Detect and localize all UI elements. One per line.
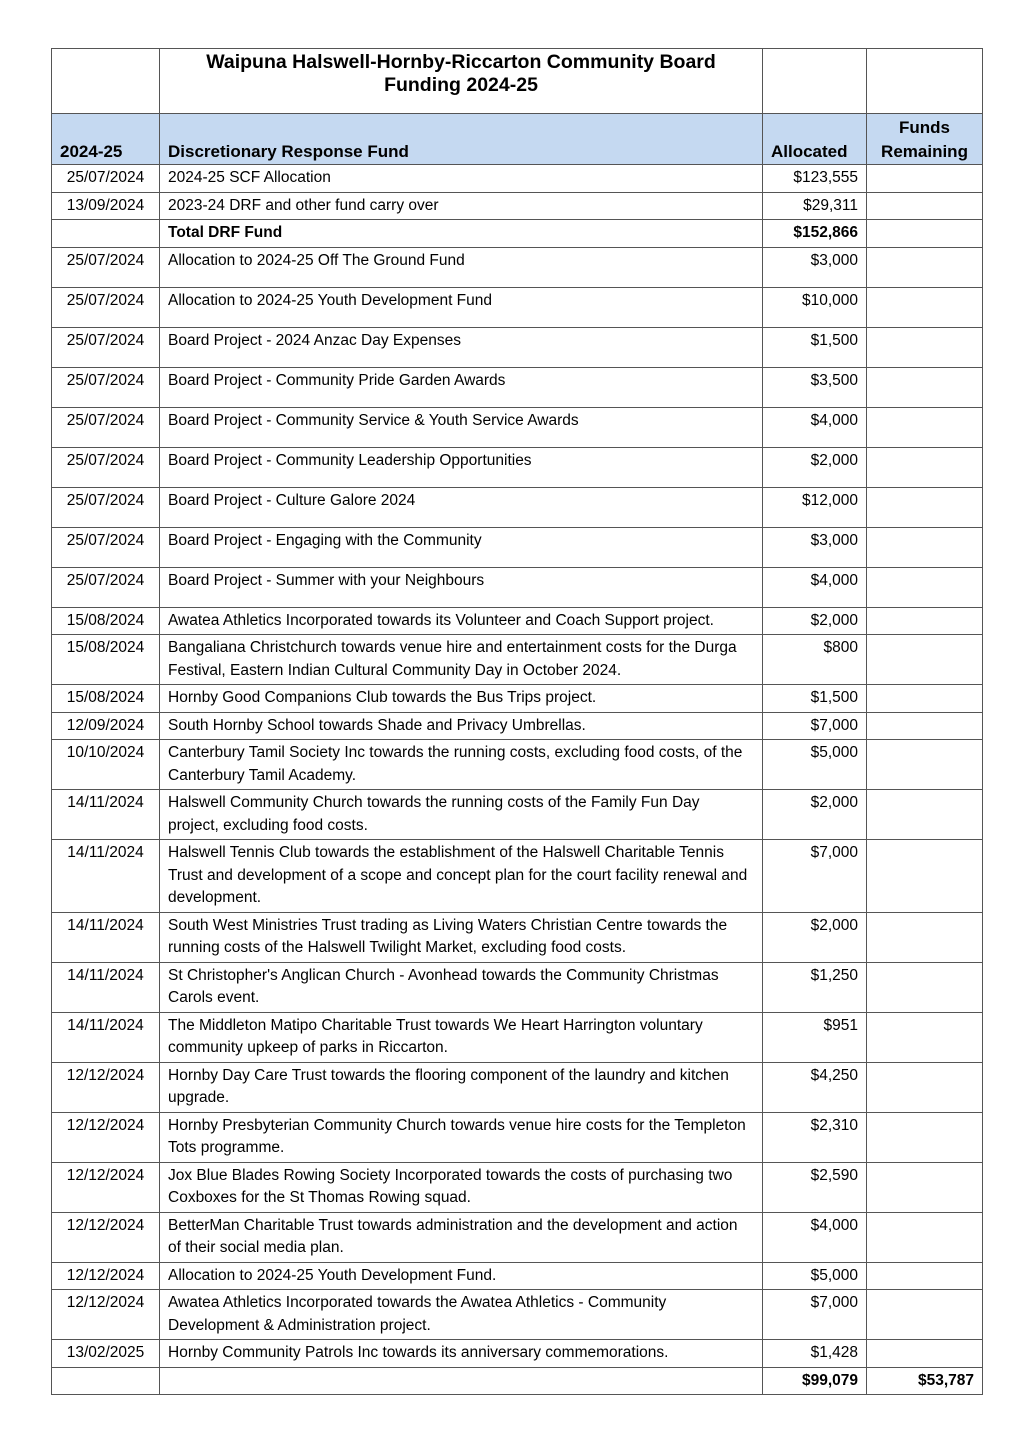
description-cell: Jox Blue Blades Rowing Society Incorporated towards the costs of purchasing two Coxboxes for the St Thomas Rowing squad.	[160, 1162, 763, 1212]
date-cell: 15/08/2024	[52, 607, 160, 635]
allocated-cell: $99,079	[763, 1367, 867, 1395]
description-cell: South Hornby School towards Shade and Privacy Umbrellas.	[160, 712, 763, 740]
title-line-2: Funding 2024-25	[384, 73, 538, 96]
remaining-cell: $53,787	[867, 1367, 983, 1395]
table-row	[52, 1212, 983, 1262]
description-cell	[160, 1367, 763, 1395]
date-cell: 13/02/2025	[52, 1340, 160, 1368]
allocated-cell: $2,000	[763, 790, 867, 840]
remaining-cell	[867, 840, 983, 913]
date-cell	[52, 220, 160, 248]
table-row	[52, 367, 983, 407]
date-cell	[52, 1367, 160, 1395]
table-row	[52, 740, 983, 790]
table-row	[52, 1262, 983, 1290]
description-cell: Allocation to 2024-25 Off The Ground Fund	[160, 247, 763, 287]
date-cell: 25/07/2024	[52, 165, 160, 193]
date-cell: 15/08/2024	[52, 685, 160, 713]
description-cell: The Middleton Matipo Charitable Trust towards We Heart Harrington voluntary community upkeep of parks in Riccarton.	[160, 1012, 763, 1062]
table-row	[52, 912, 983, 962]
date-cell: 25/07/2024	[52, 407, 160, 447]
description-cell: Halswell Community Church towards the running costs of the Family Fun Day project, excluding food costs.	[160, 790, 763, 840]
description-cell: Canterbury Tamil Society Inc towards the running costs, excluding food costs, of the Canterbury Tamil Academy.	[160, 740, 763, 790]
allocated-cell: $7,000	[763, 712, 867, 740]
date-cell: 14/11/2024	[52, 790, 160, 840]
remaining-cell	[867, 1162, 983, 1212]
remaining-cell	[867, 912, 983, 962]
remaining-cell	[867, 962, 983, 1012]
table-row	[52, 635, 983, 685]
date-cell: 25/07/2024	[52, 247, 160, 287]
document-title	[160, 49, 763, 114]
description-cell: Hornby Day Care Trust towards the flooring component of the laundry and kitchen upgrade.	[160, 1062, 763, 1112]
table-row	[52, 685, 983, 713]
allocated-cell: $152,866	[763, 220, 867, 248]
description-cell: South West Ministries Trust trading as Living Waters Christian Centre towards the running costs of the Halswell Twilight Market, excluding food costs.	[160, 912, 763, 962]
remaining-cell	[867, 567, 983, 607]
remaining-cell	[867, 607, 983, 635]
remaining-cell	[867, 220, 983, 248]
description-cell: Board Project - Culture Galore 2024	[160, 487, 763, 527]
description-cell: Board Project - 2024 Anzac Day Expenses	[160, 327, 763, 367]
date-cell: 12/12/2024	[52, 1112, 160, 1162]
description-cell: Halswell Tennis Club towards the establishment of the Halswell Charitable Tennis Trust and development of a scope and concept plan for the court facility renewal and development.	[160, 840, 763, 913]
header-remaining	[867, 114, 983, 165]
table-row	[52, 165, 983, 193]
description-cell: Bangaliana Christchurch towards venue hire and entertainment costs for the Durga Festival, Eastern Indian Cultural Community Day in October 2024.	[160, 635, 763, 685]
date-cell: 25/07/2024	[52, 447, 160, 487]
allocated-cell: $2,000	[763, 912, 867, 962]
description-cell: Board Project - Engaging with the Community	[160, 527, 763, 567]
remaining-cell	[867, 740, 983, 790]
remaining-cell	[867, 527, 983, 567]
remaining-cell	[867, 1012, 983, 1062]
header-remaining-line-2: Remaining	[881, 142, 968, 161]
remaining-cell	[867, 447, 983, 487]
table-row	[52, 247, 983, 287]
allocated-cell: $1,500	[763, 685, 867, 713]
table-row	[52, 1162, 983, 1212]
header-remaining-line-1: Funds	[899, 118, 950, 137]
allocated-cell: $2,000	[763, 447, 867, 487]
table-row	[52, 192, 983, 220]
date-cell: 14/11/2024	[52, 962, 160, 1012]
allocated-cell: $4,250	[763, 1062, 867, 1112]
allocated-cell: $1,428	[763, 1340, 867, 1368]
remaining-cell	[867, 327, 983, 367]
date-cell: 15/08/2024	[52, 635, 160, 685]
date-cell: 13/09/2024	[52, 192, 160, 220]
remaining-cell	[867, 407, 983, 447]
remaining-cell	[867, 790, 983, 840]
allocated-cell: $5,000	[763, 740, 867, 790]
date-cell: 25/07/2024	[52, 567, 160, 607]
table-row	[52, 790, 983, 840]
allocated-cell: $5,000	[763, 1262, 867, 1290]
table-row	[52, 447, 983, 487]
remaining-cell	[867, 1340, 983, 1368]
date-cell: 14/11/2024	[52, 1012, 160, 1062]
description-cell: Board Project - Community Service & Youth Service Awards	[160, 407, 763, 447]
allocated-cell: $7,000	[763, 840, 867, 913]
title-blank-cell	[52, 49, 160, 114]
remaining-cell	[867, 1112, 983, 1162]
remaining-cell	[867, 712, 983, 740]
table-row	[52, 962, 983, 1012]
table-row	[52, 287, 983, 327]
table-row	[52, 1290, 983, 1340]
table-row	[52, 527, 983, 567]
table-row	[52, 840, 983, 913]
allocated-cell: $2,000	[763, 607, 867, 635]
allocated-cell: $1,250	[763, 962, 867, 1012]
table-row	[52, 1012, 983, 1062]
description-cell: Awatea Athletics Incorporated towards the Awatea Athletics - Community Development & Administration project.	[160, 1290, 763, 1340]
table-row	[52, 220, 983, 248]
header-description: Discretionary Response Fund	[160, 114, 763, 165]
description-cell: Hornby Good Companions Club towards the Bus Trips project.	[160, 685, 763, 713]
remaining-cell	[867, 685, 983, 713]
table-row	[52, 487, 983, 527]
table-row	[52, 567, 983, 607]
table-row	[52, 407, 983, 447]
table-row	[52, 1367, 983, 1395]
allocated-cell: $951	[763, 1012, 867, 1062]
remaining-cell	[867, 165, 983, 193]
header-allocated: Allocated	[763, 114, 867, 165]
description-cell: Hornby Community Patrols Inc towards its anniversary commemorations.	[160, 1340, 763, 1368]
date-cell: 25/07/2024	[52, 487, 160, 527]
allocated-cell: $4,000	[763, 1212, 867, 1262]
header-date: 2024-25	[52, 114, 160, 165]
description-cell: 2024-25 SCF Allocation	[160, 165, 763, 193]
description-cell: Allocation to 2024-25 Youth Development Fund	[160, 287, 763, 327]
remaining-cell	[867, 192, 983, 220]
remaining-cell	[867, 635, 983, 685]
date-cell: 25/07/2024	[52, 327, 160, 367]
remaining-cell	[867, 287, 983, 327]
funding-table	[51, 48, 983, 1395]
date-cell: 14/11/2024	[52, 912, 160, 962]
remaining-cell	[867, 367, 983, 407]
description-cell: Allocation to 2024-25 Youth Development Fund.	[160, 1262, 763, 1290]
date-cell: 12/12/2024	[52, 1162, 160, 1212]
allocated-cell: $4,000	[763, 407, 867, 447]
date-cell: 12/12/2024	[52, 1262, 160, 1290]
description-cell: Board Project - Community Pride Garden Awards	[160, 367, 763, 407]
header-row	[52, 114, 983, 165]
title-line-1: Waipuna Halswell-Hornby-Riccarton Community Board	[206, 51, 716, 73]
date-cell: 25/07/2024	[52, 367, 160, 407]
allocated-cell: $123,555	[763, 165, 867, 193]
title-blank-cell	[763, 49, 867, 114]
remaining-cell	[867, 1262, 983, 1290]
table-row	[52, 1340, 983, 1368]
allocated-cell: $3,500	[763, 367, 867, 407]
allocated-cell: $2,310	[763, 1112, 867, 1162]
remaining-cell	[867, 1290, 983, 1340]
description-cell: 2023-24 DRF and other fund carry over	[160, 192, 763, 220]
date-cell: 12/12/2024	[52, 1290, 160, 1340]
title-row	[52, 49, 983, 114]
description-cell: BetterMan Charitable Trust towards administration and the development and action of their social media plan.	[160, 1212, 763, 1262]
allocated-cell: $10,000	[763, 287, 867, 327]
description-cell: Hornby Presbyterian Community Church towards venue hire costs for the Templeton Tots programme.	[160, 1112, 763, 1162]
date-cell: 12/09/2024	[52, 712, 160, 740]
allocated-cell: $3,000	[763, 247, 867, 287]
table-row	[52, 607, 983, 635]
date-cell: 12/12/2024	[52, 1062, 160, 1112]
date-cell: 10/10/2024	[52, 740, 160, 790]
date-cell: 14/11/2024	[52, 840, 160, 913]
allocated-cell: $3,000	[763, 527, 867, 567]
description-cell: Total DRF Fund	[160, 220, 763, 248]
allocated-cell: $4,000	[763, 567, 867, 607]
remaining-cell	[867, 1212, 983, 1262]
allocated-cell: $29,311	[763, 192, 867, 220]
remaining-cell	[867, 1062, 983, 1112]
allocated-cell: $12,000	[763, 487, 867, 527]
title-blank-cell	[867, 49, 983, 114]
description-cell: Board Project - Summer with your Neighbours	[160, 567, 763, 607]
table-row	[52, 712, 983, 740]
date-cell: 25/07/2024	[52, 527, 160, 567]
table-row	[52, 1062, 983, 1112]
remaining-cell	[867, 487, 983, 527]
description-cell: Awatea Athletics Incorporated towards its Volunteer and Coach Support project.	[160, 607, 763, 635]
allocated-cell: $800	[763, 635, 867, 685]
description-cell: Board Project - Community Leadership Opportunities	[160, 447, 763, 487]
date-cell: 25/07/2024	[52, 287, 160, 327]
allocated-cell: $1,500	[763, 327, 867, 367]
remaining-cell	[867, 247, 983, 287]
date-cell: 12/12/2024	[52, 1212, 160, 1262]
table-row	[52, 1112, 983, 1162]
allocated-cell: $2,590	[763, 1162, 867, 1212]
allocated-cell: $7,000	[763, 1290, 867, 1340]
description-cell: St Christopher's Anglican Church - Avonhead towards the Community Christmas Carols event.	[160, 962, 763, 1012]
table-row	[52, 327, 983, 367]
